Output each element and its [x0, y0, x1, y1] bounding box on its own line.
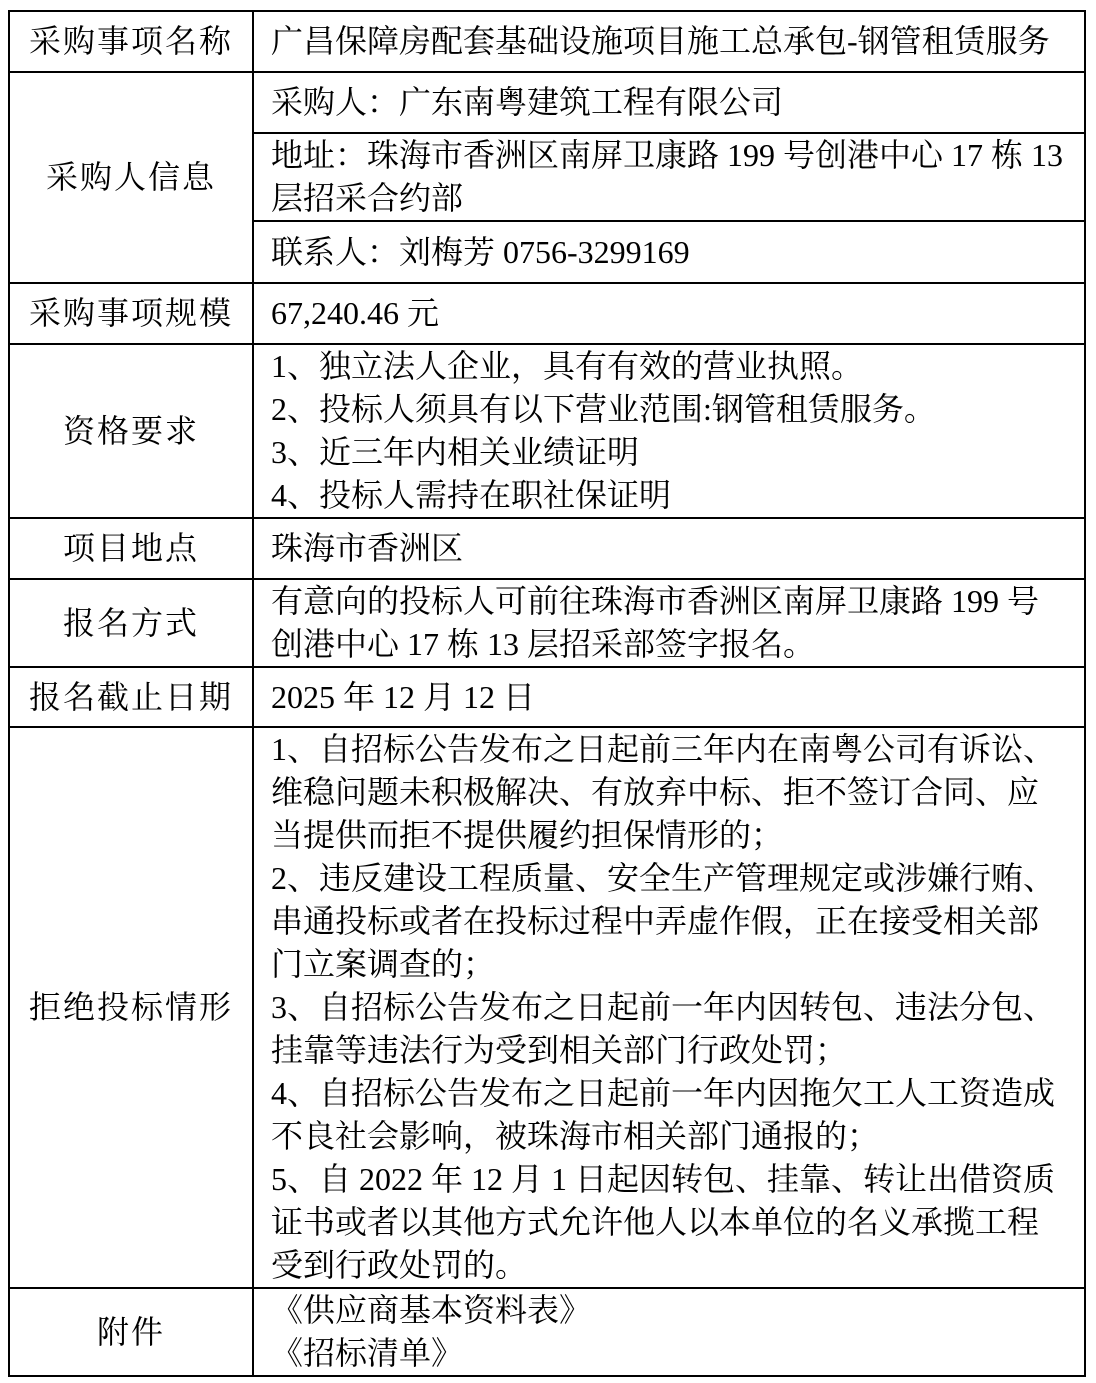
row-rejection	[9, 727, 1085, 1288]
attachment-item: 《供应商基本资料表》	[271, 1292, 592, 1328]
purchaser-value: 采购人：广东南粤建筑工程有限公司	[253, 72, 1085, 133]
registration-value: 有意向的投标人可前往珠海市香洲区南屏卫康路 199 号创港中心 17 栋 13 层招采部签字报名。	[253, 579, 1085, 667]
row-item-name	[9, 11, 1085, 72]
row-deadline	[9, 667, 1085, 727]
scale-label: 采购事项规模	[9, 283, 253, 344]
registration-label: 报名方式	[9, 579, 253, 667]
row-purchaser	[9, 72, 1085, 133]
rejection-item: 3、自招标公告发布之日起前一年内因转包、违法分包、挂靠等违法行为受到相关部门行政处罚；	[271, 989, 1056, 1068]
attachments-value	[253, 1288, 1085, 1376]
row-location	[9, 518, 1085, 579]
rejection-item: 5、自 2022 年 12 月 1 日起因转包、挂靠、转让出借资质证书或者以其他方式允许他人以本单位的名义承揽工程受到行政处罚的。	[271, 1161, 1056, 1283]
rejection-label: 拒绝投标情形	[9, 727, 253, 1288]
address-value: 地址：珠海市香洲区南屏卫康路 199 号创港中心 17 栋 13 层招采合约部	[253, 133, 1085, 221]
row-attachments	[9, 1288, 1085, 1376]
qualification-label: 资格要求	[9, 344, 253, 518]
rejection-value	[253, 727, 1085, 1288]
purchaser-info-label: 采购人信息	[9, 72, 253, 283]
contact-value: 联系人：刘梅芳 0756-3299169	[253, 221, 1085, 283]
attachments-label: 附件	[9, 1288, 253, 1376]
qualification-item: 1、独立法人企业，具有有效的营业执照。	[271, 348, 864, 384]
qualification-value	[253, 344, 1085, 518]
item-name-label: 采购事项名称	[9, 11, 253, 72]
procurement-notice-table	[8, 10, 1086, 1377]
deadline-label: 报名截止日期	[9, 667, 253, 727]
location-label: 项目地点	[9, 518, 253, 579]
scale-value: 67,240.46 元	[253, 283, 1085, 344]
item-name-value: 广昌保障房配套基础设施项目施工总承包-钢管租赁服务	[253, 11, 1085, 72]
rejection-item: 2、违反建设工程质量、安全生产管理规定或涉嫌行贿、串通投标或者在投标过程中弄虚作假，正在接受相关部门立案调查的；	[271, 860, 1056, 982]
qualification-item: 4、投标人需持在职社保证明	[271, 477, 672, 513]
row-registration	[9, 579, 1085, 667]
attachment-item: 《招标清单》	[271, 1335, 464, 1371]
row-scale	[9, 283, 1085, 344]
row-qualification	[9, 344, 1085, 518]
rejection-item: 4、自招标公告发布之日起前一年内因拖欠工人工资造成不良社会影响，被珠海市相关部门通报的；	[271, 1075, 1056, 1154]
location-value: 珠海市香洲区	[253, 518, 1085, 579]
deadline-value: 2025 年 12 月 12 日	[253, 667, 1085, 727]
qualification-item: 3、近三年内相关业绩证明	[271, 434, 640, 470]
rejection-item: 1、自招标公告发布之日起前三年内在南粤公司有诉讼、维稳问题未积极解决、有放弃中标、拒不签订合同、应当提供而拒不提供履约担保情形的；	[271, 731, 1056, 853]
qualification-item: 2、投标人须具有以下营业范围:钢管租赁服务。	[271, 391, 936, 427]
